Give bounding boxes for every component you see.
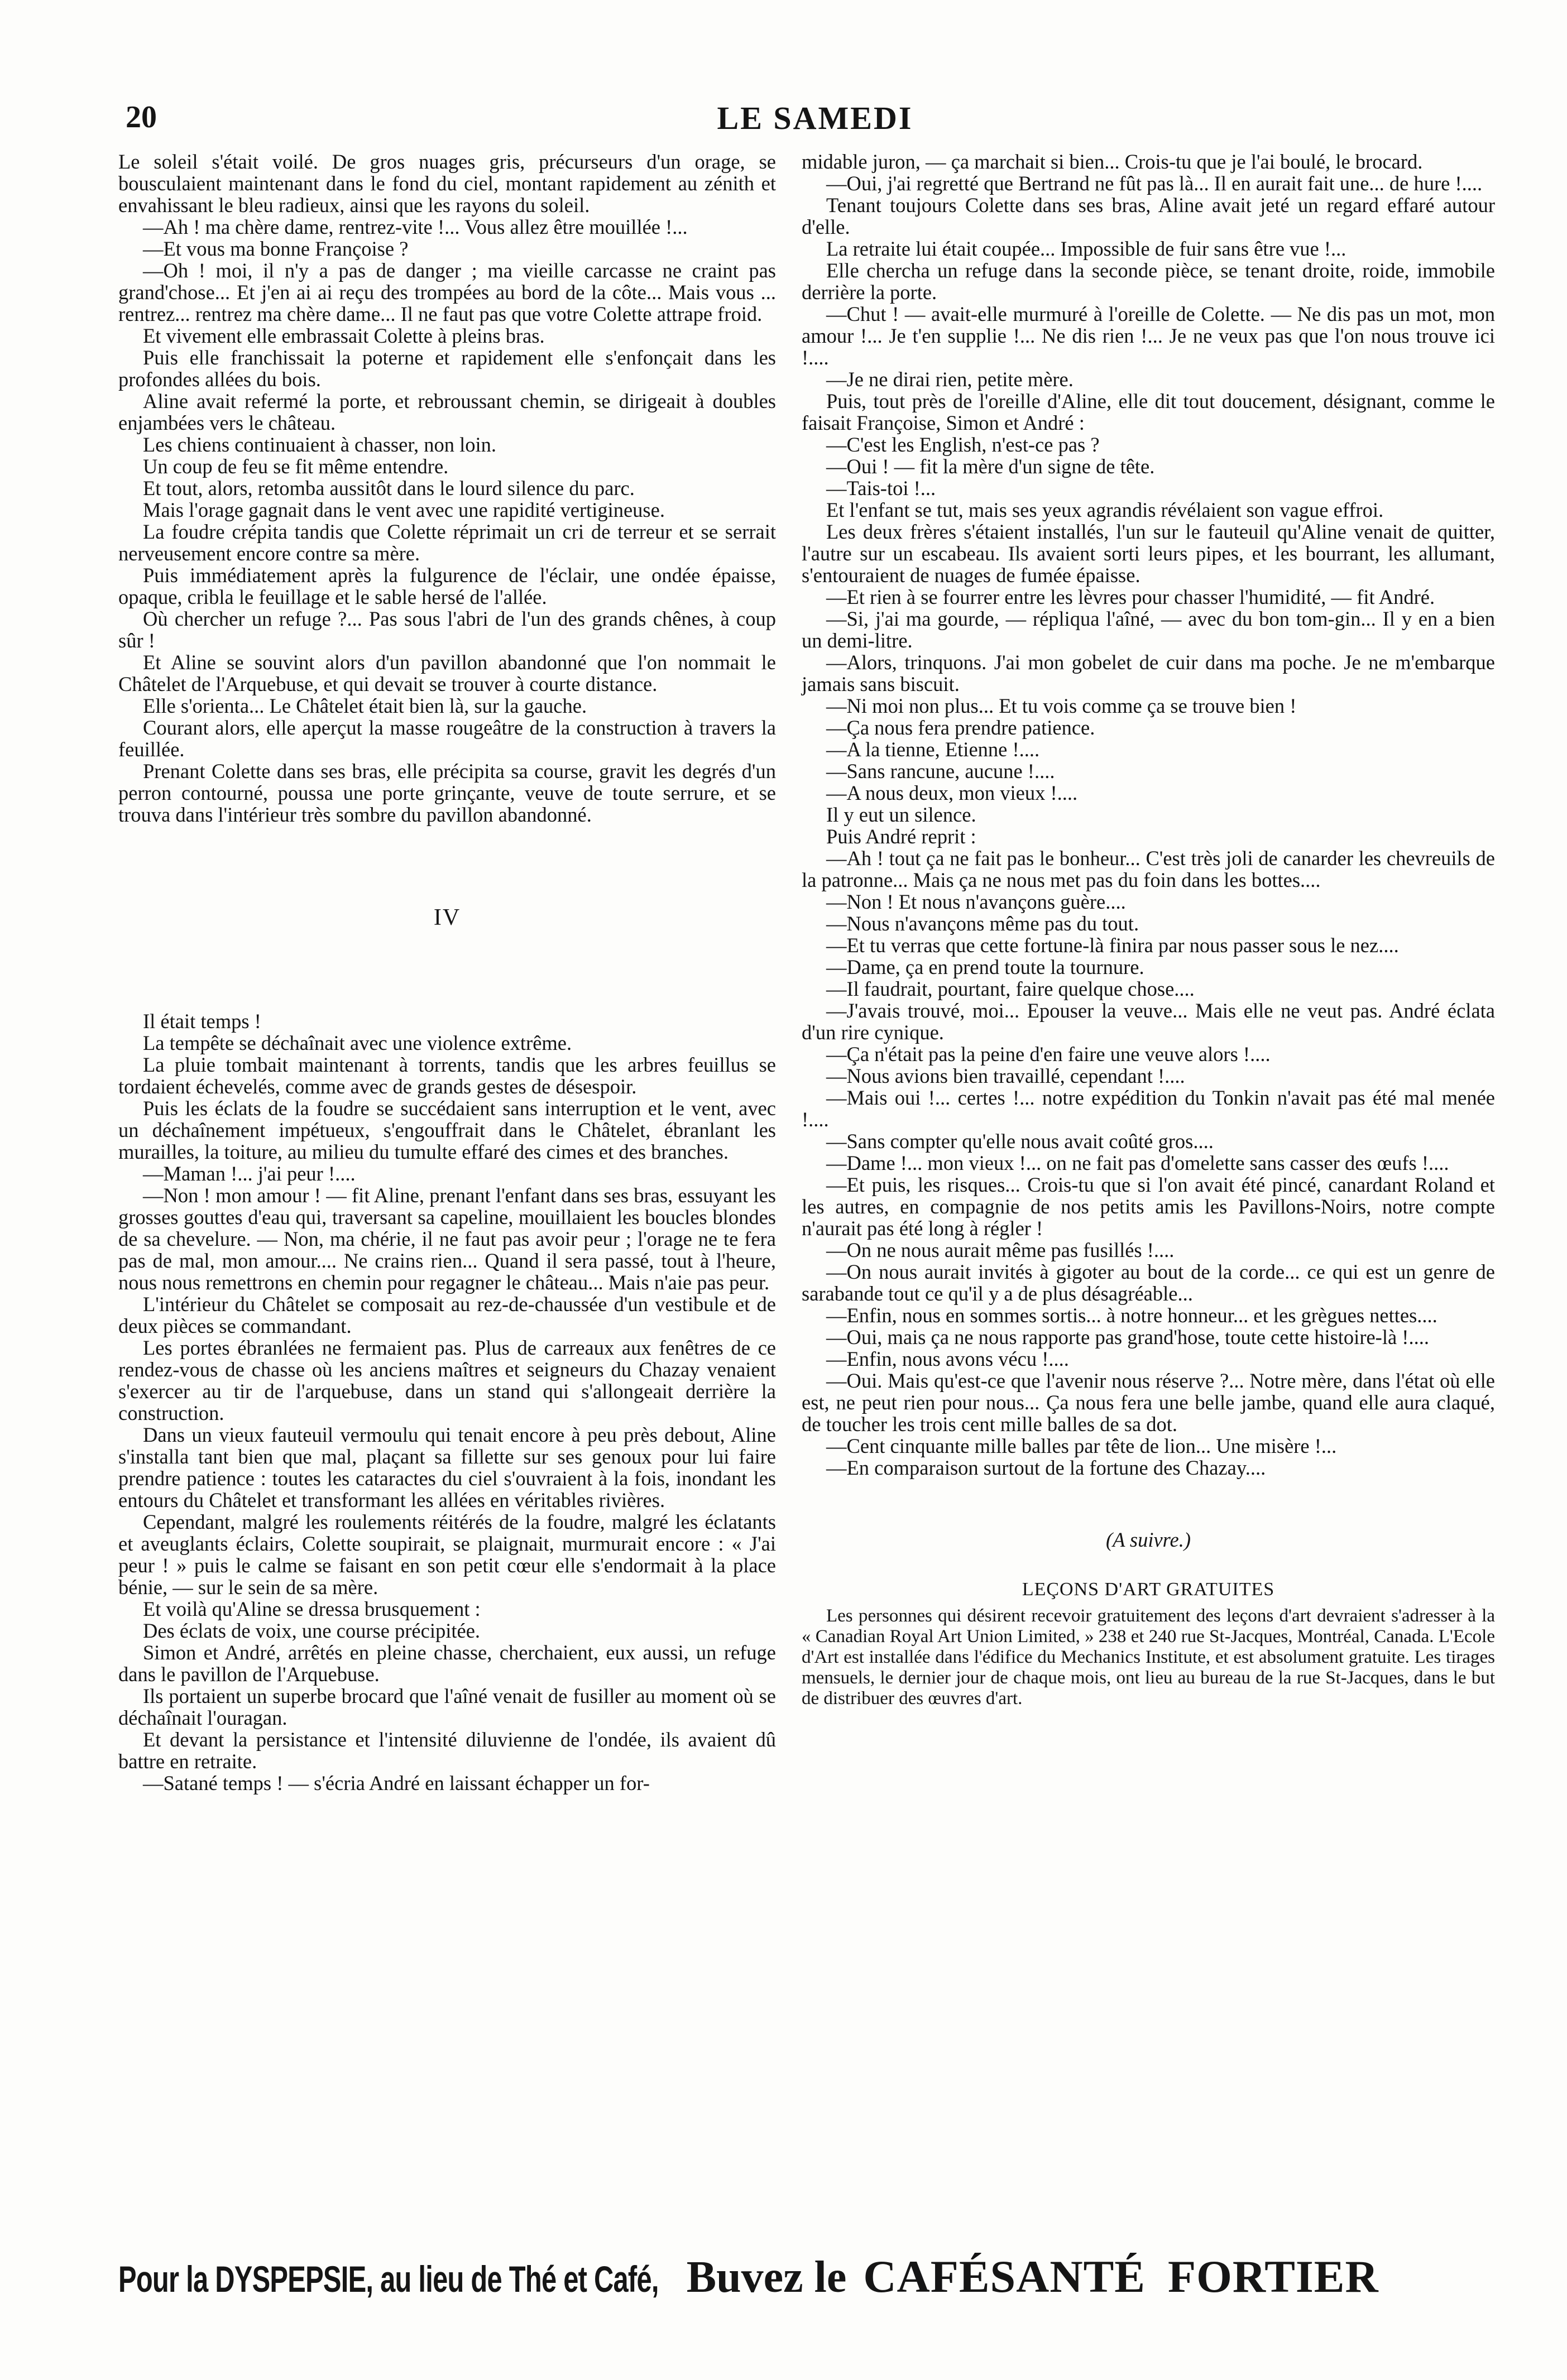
- paragraph: Et devant la persistance et l'intensité diluvienne de l'ondée, ils avaient dû battre en retraite.: [118, 1728, 776, 1773]
- paragraph: Simon et André, arrêtés en pleine chasse, cherchaient, eux aussi, un refuge dans le pavillon de l'Arquebuse.: [118, 1641, 776, 1686]
- paragraph: —Oui, mais ça ne nous rapporte pas grand'hose, toute cette histoire-là !....: [826, 1326, 1429, 1349]
- paragraph: Le soleil s'était voilé. De gros nuages gris, précurseurs d'un orage, se bousculaient maintenant dans le fond du ciel, montant rapidement au zénith et envahissant le bleu radieux, ainsi que les rayons du soleil.: [118, 150, 776, 217]
- paragraph: Ils portaient un superbe brocard que l'aîné venait de fusiller au moment où se déchaînait l'ouragan.: [118, 1685, 776, 1729]
- paragraph: —C'est les English, n'est-ce pas ?: [826, 433, 1100, 456]
- ad-text-dyspepsie: Pour la DYSPEPSIE, au lieu de Thé et Café,: [118, 2258, 659, 2300]
- paragraph: Il y eut un silence.: [826, 803, 976, 826]
- paragraph: —Enfin, nous en sommes sortis... à notre honneur... et les grègues nettes....: [826, 1304, 1437, 1327]
- paragraph: Et voilà qu'Aline se dressa brusquement :: [143, 1597, 481, 1620]
- paragraph: Dans un vieux fauteuil vermoulu qui tenait encore à peu près debout, Aline s'installa tant bien que mal, plaçant sa fillette sur ses genoux pour lui faire prendre patience : toutes les cataractes du ciel s'ouvraient à la fois, inondant les entours du Châtelet et transformant les allées en véritables rivières.: [118, 1423, 776, 1512]
- paragraph: —Oh ! moi, il n'y a pas de danger ; ma vieille carcasse ne craint pas grand'chose... Et j'en ai ai reçu des trompées au bord de la côte... Mais vous ... rentrez... rentrez ma chère dame... Il ne faut pas que votre Colette attrape froid.: [118, 259, 776, 325]
- paragraph: —Non ! mon amour ! — fit Aline, prenant l'enfant dans ses bras, essuyant les grosses gouttes d'eau qui, traversant sa capeline, mouillaient les boucles blondes de sa chevelure. — Non, ma chérie, il ne faut pas avoir peur ; l'orage ne te fera pas de mal, mon amour.... Ne crains rien... Quand il sera passé, tout à l'heure, nous nous remettrons en chemin pour regagner le château... Mais n'aie pas peur.: [118, 1184, 776, 1294]
- page-number: 20: [126, 100, 157, 135]
- story-text-after-chapter: [118, 1010, 776, 1794]
- paragraph: La foudre crépita tandis que Colette réprimait un cri de terreur et se serrait nerveusement encore contre sa mère.: [118, 520, 776, 565]
- paragraph: —Et rien à se fourrer entre les lèvres pour chasser l'humidité, — fit André.: [826, 586, 1435, 608]
- paragraph: —On ne nous aurait même pas fusillés !....: [826, 1239, 1175, 1261]
- paragraph: —Ni moi non plus... Et tu vois comme ça se trouve bien !: [826, 694, 1297, 717]
- paragraph: Puis, tout près de l'oreille d'Aline, elle dit tout doucement, désignant, comme le faisait Françoise, Simon et André :: [802, 390, 1495, 434]
- right-column: [802, 151, 1495, 1709]
- paragraph: Et Aline se souvint alors d'un pavillon abandonné que l'on nommait le Châtelet de l'Arquebuse, et qui devait se trouver à courte distance.: [118, 651, 776, 695]
- notice-text: Les personnes qui désirent recevoir gratuitement des leçons d'art devraient s'adresser à la « Canadian Royal Art Union Limited, » 238 et 240 rue St-Jacques, Montréal, Canada. L'Ecole d'Art est installée dans l'édifice du Mechanics Institute, et est absolument gratuite. Les tirages mensuels, le dernier jour de chaque mois, ont lieu au bureau de la rue St-Jacques, dans le but de distribuer des œuvres d'art.: [802, 1606, 1495, 1709]
- paragraph: —Tais-toi !...: [826, 477, 936, 500]
- paragraph: —En comparaison surtout de la fortune des Chazay....: [826, 1456, 1266, 1479]
- paragraph: Puis elle franchissait la poterne et rapidement elle s'enfonçait dans les profondes allées du bois.: [118, 346, 776, 391]
- paragraph: —Chut ! — avait-elle murmuré à l'oreille de Colette. — Ne dis pas un mot, mon amour !... Je t'en supplie !... Ne dis rien !... Je ne veux pas que l'on nous trouve ici !....: [802, 303, 1495, 369]
- paragraph: midable juron, — ça marchait si bien... Crois-tu que je l'ai boulé, le brocard.: [802, 150, 1423, 173]
- paragraph: —Et tu verras que cette fortune-là finira par nous passer sous le nez....: [826, 934, 1399, 957]
- paragraph: Et l'enfant se tut, mais ses yeux agrandis révélaient son vague effroi.: [826, 498, 1384, 521]
- paragraph: —Satané temps ! — s'écria André en laissant échapper un for-: [143, 1772, 650, 1794]
- ad-text-product: CAFÉSANTÉ: [863, 2251, 1146, 2302]
- paragraph: Puis André reprit :: [826, 825, 976, 848]
- paragraph: La retraite lui était coupée... Impossible de fuir sans être vue !...: [826, 237, 1346, 260]
- paragraph: —Cent cinquante mille balles par tête de lion... Une misère !...: [826, 1434, 1337, 1457]
- ad-text-buvez: Buvez le: [686, 2253, 847, 2302]
- paragraph: —Nous n'avançons même pas du tout.: [826, 912, 1139, 935]
- paragraph: Courant alors, elle aperçut la masse rougeâtre de la construction à travers la feuillée.: [118, 716, 776, 761]
- paragraph: Mais l'orage gagnait dans le vent avec une rapidité vertigineuse.: [143, 498, 665, 521]
- paragraph: Prenant Colette dans ses bras, elle précipita sa course, gravit les degrés d'un perron contourné, poussa une porte grinçante, veuve de toute serrure, et se trouva dans l'intérieur très sombre du pavillon abandonné.: [118, 760, 776, 826]
- paragraph: —A nous deux, mon vieux !....: [826, 781, 1078, 804]
- paragraph: —Oui. Mais qu'est-ce que l'avenir nous réserve ?... Notre mère, dans l'état où elle est, ne peut rien pour nous... Ça nous fera une belle jambe, quand elle aura claqué, de toucher les trois cent mille balles de sa dot.: [802, 1369, 1495, 1436]
- ad-text-brand: FORTIER: [1167, 2251, 1379, 2302]
- publication-title: LE SAMEDI: [717, 100, 913, 136]
- story-text-continued: [802, 151, 1495, 1479]
- paragraph: Il était temps !: [143, 1010, 261, 1033]
- paragraph: Les deux frères s'étaient installés, l'un sur le fauteuil qu'Aline venait de quitter, l'autre sur un escabeau. Ils avaient sorti leurs pipes, et les bourrant, les allumant, s'entouraient de nuages de fumée épaisse.: [802, 520, 1495, 587]
- story-text-before-chapter: [118, 151, 776, 826]
- paragraph: —On nous aurait invités à gigoter au bout de la corde... ce qui est un genre de sarabande tout ce qu'il y a de plus désagréable...: [802, 1260, 1495, 1305]
- paragraph: —Alors, trinquons. J'ai mon gobelet de cuir dans ma poche. Je ne m'embarque jamais sans biscuit.: [802, 651, 1495, 695]
- paragraph: —Sans compter qu'elle nous avait coûté gros....: [826, 1130, 1214, 1153]
- paragraph: Et tout, alors, retomba aussitôt dans le lourd silence du parc.: [143, 477, 635, 500]
- notice-heading: LEÇONS D'ART GRATUITES: [1022, 1579, 1275, 1600]
- paragraph: —Oui ! — fit la mère d'un signe de tête.: [826, 455, 1155, 478]
- paragraph: —Si, j'ai ma gourde, — répliqua l'aîné, — avec du bon tom-gin... Il y en a bien un demi-litre.: [802, 607, 1495, 652]
- paragraph: Des éclats de voix, une course précipitée.: [143, 1619, 481, 1642]
- paragraph: Les chiens continuaient à chasser, non loin.: [143, 433, 497, 456]
- paragraph: Puis les éclats de la foudre se succédaient sans interruption et le vent, avec un déchaînement impétueux, s'engouffrait dans le Châtelet, ébranlant les murailles, la toiture, au milieu du tumulte effaré des cimes et des branches.: [118, 1097, 776, 1163]
- paragraph: —Ah ! ma chère dame, rentrez-vite !... Vous allez être mouillée !...: [143, 215, 688, 238]
- paragraph: Un coup de feu se fit même entendre.: [143, 455, 449, 478]
- paragraph: —Maman !... j'ai peur !....: [143, 1162, 356, 1185]
- paragraph: Aline avait refermé la porte, et rebroussant chemin, se dirigeait à doubles enjambées vers le château.: [118, 390, 776, 434]
- paragraph: Elle chercha un refuge dans la seconde pièce, se tenant droite, roide, immobile derrière la porte.: [802, 259, 1495, 304]
- paragraph: —Mais oui !... certes !... notre expédition du Tonkin n'avait pas été mal menée !....: [802, 1086, 1495, 1131]
- paragraph: —Il faudrait, pourtant, faire quelque chose....: [826, 977, 1195, 1000]
- paragraph: —Sans rancune, aucune !....: [826, 760, 1055, 783]
- paragraph: —Enfin, nous avons vécu !....: [826, 1347, 1069, 1370]
- paragraph: —Et puis, les risques... Crois-tu que si l'on avait été pincé, canardant Roland et les autres, en compagnie de nos petits amis les Pavillons-Noirs, notre compte n'aurait pas été long à régler !: [802, 1173, 1495, 1240]
- paragraph: —Dame !... mon vieux !... on ne fait pas d'omelette sans casser des œufs !....: [826, 1151, 1449, 1174]
- paragraph: —J'avais trouvé, moi... Epouser la veuve... Mais elle ne veut pas. André éclata d'un rire cynique.: [802, 999, 1495, 1044]
- paragraph: —Nous avions bien travaillé, cependant !....: [826, 1064, 1185, 1087]
- paragraph: —Oui, j'ai regretté que Bertrand ne fût pas là... Il en aurait fait une... de hure !....: [826, 172, 1483, 195]
- left-column: [118, 151, 776, 1794]
- paragraph: Elle s'orienta... Le Châtelet était bien là, sur la gauche.: [143, 694, 587, 717]
- to-be-continued: (A suivre.): [1105, 1528, 1191, 1551]
- paragraph: Et vivement elle embrassait Colette à pleins bras.: [143, 324, 545, 347]
- chapter-heading: IV: [433, 905, 461, 930]
- paragraph: —A la tienne, Etienne !....: [826, 738, 1040, 761]
- paragraph: —Ça nous fera prendre patience.: [826, 716, 1095, 739]
- paragraph: Cependant, malgré les roulements réitérés de la foudre, malgré les éclatants et aveuglants éclairs, Colette soupirait, se plaignait, murmurait encore : « J'ai peur ! » puis le calme se faisant en son petit cœur elle s'endormait à la place bénie, — sur le sein de sa mère.: [118, 1510, 776, 1599]
- page-header: [126, 99, 1504, 144]
- paragraph: Les portes ébranlées ne fermaient pas. Plus de carreaux aux fenêtres de ce rendez-vous de chasse où les anciens maîtres et seigneurs du Chazay venaient s'exercer au tir de l'arquebuse, dans un stand qui s'allongeait derrière la construction.: [118, 1336, 776, 1424]
- paragraph: —Dame, ça en prend toute la tournure.: [826, 956, 1144, 978]
- paragraph: La tempête se déchaînait avec une violence extrême.: [143, 1031, 572, 1054]
- paragraph: —Je ne dirai rien, petite mère.: [826, 368, 1074, 391]
- advertisement-banner: [118, 2251, 1497, 2312]
- paragraph: L'intérieur du Châtelet se composait au rez-de-chaussée d'un vestibule et de deux pièces se commandant.: [118, 1293, 776, 1337]
- paragraph: Où chercher un refuge ?... Pas sous l'abri de l'un des grands chênes, à coup sûr !: [118, 607, 776, 652]
- paragraph: Puis immédiatement après la fulgurence de l'éclair, une ondée épaisse, opaque, cribla le feuillage et le sable hersé de l'allée.: [118, 564, 776, 608]
- paragraph: —Et vous ma bonne Françoise ?: [143, 237, 409, 260]
- paragraph: La pluie tombait maintenant à torrents, tandis que les arbres feuillus se tordaient échevelés, comme avec de grands gestes de désespoir.: [118, 1053, 776, 1098]
- paragraph: —Ah ! tout ça ne fait pas le bonheur... C'est très joli de canarder les chevreuils de la patronne... Mais ça ne nous met pas du foin dans les bottes....: [802, 847, 1495, 891]
- paragraph: —Ça n'était pas la peine d'en faire une veuve alors !....: [826, 1043, 1271, 1066]
- paragraph: —Non ! Et nous n'avançons guère....: [826, 890, 1126, 913]
- paragraph: Tenant toujours Colette dans ses bras, Aline avait jeté un regard effaré autour d'elle.: [802, 194, 1495, 238]
